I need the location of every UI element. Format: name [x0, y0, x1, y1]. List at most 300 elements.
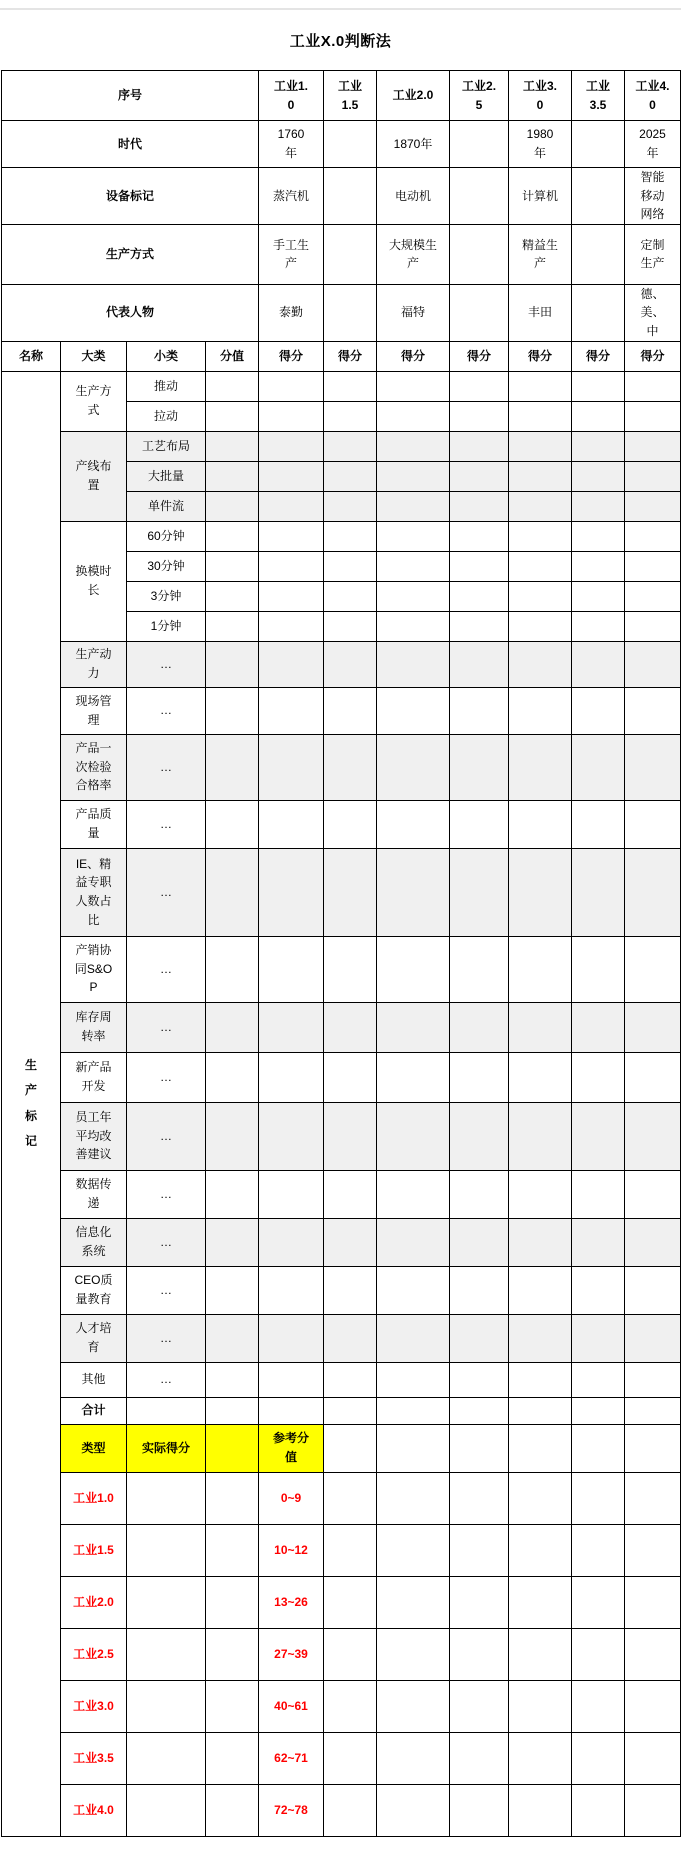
score-cell — [324, 1576, 377, 1628]
score-cell — [625, 521, 681, 551]
value-cell — [324, 224, 377, 284]
table-row — [2, 1362, 681, 1397]
value-cell — [572, 224, 625, 284]
score-cell — [625, 1628, 681, 1680]
score-cell — [324, 1680, 377, 1732]
score-cell — [625, 1218, 681, 1266]
score-cell — [625, 800, 681, 848]
points-cell — [206, 611, 259, 641]
value-cell: 德、美、中 — [625, 284, 681, 341]
score-cell — [625, 611, 681, 641]
score-cell — [377, 551, 450, 581]
score-cell — [324, 1170, 377, 1218]
score-cell — [259, 1314, 324, 1362]
score-cell — [377, 1680, 450, 1732]
score-cell — [259, 491, 324, 521]
score-cell — [572, 1628, 625, 1680]
points-cell — [206, 1680, 259, 1732]
major-category-cell: 换模时长 — [61, 521, 127, 641]
industry-level-header-cell: 工业4.0 — [625, 71, 681, 121]
score-cell — [377, 581, 450, 611]
score-cell — [572, 1576, 625, 1628]
score-cell — [509, 1362, 572, 1397]
points-cell — [206, 491, 259, 521]
table-row — [2, 1397, 681, 1424]
score-cell — [259, 431, 324, 461]
score-cell — [625, 461, 681, 491]
table-row — [2, 1784, 681, 1836]
score-cell — [324, 687, 377, 734]
points-cell — [206, 581, 259, 611]
score-cell — [259, 800, 324, 848]
row-label-cell: 代表人物 — [2, 284, 259, 341]
score-cell — [509, 734, 572, 800]
row-label-cell: 设备标记 — [2, 168, 259, 225]
points-cell — [206, 1424, 259, 1472]
score-cell — [450, 1576, 509, 1628]
score-cell — [324, 551, 377, 581]
major-category-cell: 库存周转率 — [61, 1002, 127, 1052]
score-cell — [377, 1102, 450, 1170]
column-header-cell: 名称 — [2, 341, 61, 371]
score-cell — [509, 1266, 572, 1314]
score-cell — [625, 734, 681, 800]
score-cell — [324, 1628, 377, 1680]
points-cell — [206, 1472, 259, 1524]
score-cell — [259, 401, 324, 431]
score-cell — [324, 611, 377, 641]
table-row — [2, 371, 681, 401]
score-cell — [572, 1424, 625, 1472]
minor-category-cell: … — [127, 1314, 206, 1362]
column-header-cell: 分值 — [206, 341, 259, 371]
industry-type-cell: 工业4.0 — [61, 1784, 127, 1836]
score-cell — [625, 1472, 681, 1524]
industry-level-header-cell: 工业3.5 — [572, 71, 625, 121]
score-cell — [572, 1362, 625, 1397]
score-cell — [377, 521, 450, 551]
score-cell — [572, 521, 625, 551]
points-cell — [206, 1732, 259, 1784]
score-cell — [572, 1102, 625, 1170]
score-cell — [509, 551, 572, 581]
score-cell — [259, 1266, 324, 1314]
score-cell — [324, 641, 377, 687]
score-cell — [259, 1218, 324, 1266]
score-cell — [377, 1218, 450, 1266]
score-cell — [450, 521, 509, 551]
value-cell: 2025年 — [625, 121, 681, 168]
column-header-cell: 得分 — [572, 341, 625, 371]
minor-category-cell: … — [127, 641, 206, 687]
minor-category-cell: 工艺布局 — [127, 431, 206, 461]
score-cell — [259, 1102, 324, 1170]
score-cell — [377, 1397, 450, 1424]
score-cell — [377, 1052, 450, 1102]
score-cell — [509, 687, 572, 734]
score-cell — [377, 1524, 450, 1576]
table-row — [2, 1524, 681, 1576]
score-cell — [625, 1524, 681, 1576]
score-cell — [450, 1218, 509, 1266]
points-cell — [206, 401, 259, 431]
score-cell — [324, 1732, 377, 1784]
score-cell — [324, 1218, 377, 1266]
score-cell — [377, 431, 450, 461]
table-row — [2, 1002, 681, 1052]
reference-range-cell: 27~39 — [259, 1628, 324, 1680]
score-cell — [377, 800, 450, 848]
score-cell — [324, 1472, 377, 1524]
score-cell — [377, 611, 450, 641]
column-header-cell: 得分 — [625, 341, 681, 371]
reference-range-cell: 62~71 — [259, 1732, 324, 1784]
score-cell — [324, 521, 377, 551]
score-cell — [509, 641, 572, 687]
table-row — [2, 121, 681, 168]
score-cell — [259, 1002, 324, 1052]
score-cell — [625, 1732, 681, 1784]
points-cell — [206, 848, 259, 936]
points-cell — [206, 1397, 259, 1424]
column-header-cell: 得分 — [259, 341, 324, 371]
score-cell — [450, 687, 509, 734]
score-cell — [259, 734, 324, 800]
score-cell — [377, 371, 450, 401]
table-body — [2, 71, 681, 1837]
score-cell — [324, 1784, 377, 1836]
score-cell — [572, 491, 625, 521]
row-label-cell: 序号 — [2, 71, 259, 121]
value-cell — [572, 168, 625, 225]
score-cell — [324, 1266, 377, 1314]
value-cell — [450, 168, 509, 225]
score-cell — [450, 1266, 509, 1314]
minor-category-cell: 1分钟 — [127, 611, 206, 641]
table-row — [2, 1218, 681, 1266]
major-category-cell: 新产品开发 — [61, 1052, 127, 1102]
score-cell — [625, 1576, 681, 1628]
score-cell — [572, 848, 625, 936]
score-cell — [324, 1052, 377, 1102]
score-cell — [377, 1002, 450, 1052]
points-cell — [206, 1218, 259, 1266]
score-cell — [572, 1680, 625, 1732]
minor-category-cell: 30分钟 — [127, 551, 206, 581]
score-cell — [450, 936, 509, 1002]
score-cell — [450, 800, 509, 848]
table-row — [2, 1472, 681, 1524]
name-column-vertical-label: 生产标记 — [24, 1058, 37, 1148]
score-cell — [259, 371, 324, 401]
score-cell — [377, 461, 450, 491]
score-cell — [572, 581, 625, 611]
score-cell — [450, 461, 509, 491]
points-cell — [206, 1784, 259, 1836]
table-row — [2, 431, 681, 461]
score-cell — [572, 401, 625, 431]
value-cell — [324, 284, 377, 341]
score-cell — [509, 581, 572, 611]
score-cell — [509, 1052, 572, 1102]
score-cell — [377, 1732, 450, 1784]
score-cell — [509, 491, 572, 521]
value-cell: 电动机 — [377, 168, 450, 225]
points-cell — [206, 461, 259, 491]
score-cell — [509, 1524, 572, 1576]
value-cell: 1760年 — [259, 121, 324, 168]
major-category-cell: 其他 — [61, 1362, 127, 1397]
table-row — [2, 848, 681, 936]
minor-category-cell — [127, 1680, 206, 1732]
score-cell — [572, 1784, 625, 1836]
table-row — [2, 800, 681, 848]
table-row — [2, 1102, 681, 1170]
reference-range-cell: 13~26 — [259, 1576, 324, 1628]
value-cell — [324, 121, 377, 168]
score-cell — [572, 1732, 625, 1784]
score-cell — [625, 401, 681, 431]
score-cell — [324, 1524, 377, 1576]
industry-level-header-cell: 工业1.0 — [259, 71, 324, 121]
major-category-cell: 人才培育 — [61, 1314, 127, 1362]
value-cell: 智能移动网络 — [625, 168, 681, 225]
minor-category-cell: … — [127, 1170, 206, 1218]
points-cell — [206, 371, 259, 401]
score-cell — [572, 734, 625, 800]
column-header-cell: 得分 — [324, 341, 377, 371]
score-cell — [572, 1170, 625, 1218]
score-cell — [324, 848, 377, 936]
score-cell — [625, 641, 681, 687]
score-cell — [572, 1314, 625, 1362]
value-cell: 福特 — [377, 284, 450, 341]
industry-level-header-cell: 工业3.0 — [509, 71, 572, 121]
column-header-cell: 小类 — [127, 341, 206, 371]
score-cell — [625, 491, 681, 521]
score-cell — [377, 491, 450, 521]
industry-level-header-cell: 工业2.0 — [377, 71, 450, 121]
reference-score-header-cell: 参考分值 — [259, 1424, 324, 1472]
value-cell: 定制生产 — [625, 224, 681, 284]
points-cell — [206, 1170, 259, 1218]
actual-score-header-cell: 实际得分 — [127, 1424, 206, 1472]
major-category-cell: 现场管理 — [61, 687, 127, 734]
minor-category-cell: … — [127, 1002, 206, 1052]
minor-category-cell: 60分钟 — [127, 521, 206, 551]
score-cell — [625, 936, 681, 1002]
type-header-cell: 类型 — [61, 1424, 127, 1472]
industry-type-cell: 工业1.0 — [61, 1472, 127, 1524]
score-cell — [377, 1576, 450, 1628]
industry-type-cell: 工业3.5 — [61, 1732, 127, 1784]
score-cell — [572, 1002, 625, 1052]
score-cell — [572, 936, 625, 1002]
row-label-cell: 生产方式 — [2, 224, 259, 284]
score-cell — [324, 1102, 377, 1170]
value-cell — [572, 121, 625, 168]
score-cell — [324, 734, 377, 800]
points-cell — [206, 1102, 259, 1170]
industry-type-cell: 工业3.0 — [61, 1680, 127, 1732]
score-cell — [324, 936, 377, 1002]
score-cell — [324, 461, 377, 491]
score-cell — [625, 581, 681, 611]
score-cell — [324, 431, 377, 461]
score-cell — [377, 1472, 450, 1524]
table-row — [2, 687, 681, 734]
score-cell — [259, 1397, 324, 1424]
minor-category-cell: … — [127, 848, 206, 936]
industry-assessment-table — [1, 70, 681, 1837]
score-cell — [625, 1424, 681, 1472]
value-cell: 手工生产 — [259, 224, 324, 284]
row-label-cell: 时代 — [2, 121, 259, 168]
points-cell — [206, 551, 259, 581]
points-cell — [206, 936, 259, 1002]
score-cell — [625, 1266, 681, 1314]
score-cell — [259, 848, 324, 936]
value-cell: 1980年 — [509, 121, 572, 168]
minor-category-cell: … — [127, 800, 206, 848]
major-category-cell: 信息化系统 — [61, 1218, 127, 1266]
major-category-cell: 产销协同S&OP — [61, 936, 127, 1002]
score-cell — [572, 1397, 625, 1424]
table-row — [2, 1424, 681, 1472]
minor-category-cell — [127, 1784, 206, 1836]
score-cell — [509, 461, 572, 491]
score-cell — [625, 1170, 681, 1218]
score-cell — [377, 848, 450, 936]
score-cell — [625, 1397, 681, 1424]
value-cell — [324, 168, 377, 225]
score-cell — [259, 611, 324, 641]
score-cell — [377, 687, 450, 734]
score-cell — [509, 371, 572, 401]
minor-category-cell: 推动 — [127, 371, 206, 401]
score-cell — [625, 1362, 681, 1397]
reference-range-cell: 0~9 — [259, 1472, 324, 1524]
score-cell — [324, 1424, 377, 1472]
score-cell — [625, 551, 681, 581]
score-cell — [572, 461, 625, 491]
points-cell — [206, 1576, 259, 1628]
points-cell — [206, 641, 259, 687]
minor-category-cell — [127, 1472, 206, 1524]
score-cell — [450, 1102, 509, 1170]
value-cell — [572, 284, 625, 341]
value-cell: 大规模生产 — [377, 224, 450, 284]
industry-type-cell: 工业2.0 — [61, 1576, 127, 1628]
score-cell — [625, 1680, 681, 1732]
score-cell — [625, 431, 681, 461]
score-cell — [259, 551, 324, 581]
major-category-cell: CEO质量教育 — [61, 1266, 127, 1314]
score-cell — [377, 1266, 450, 1314]
score-cell — [259, 521, 324, 551]
score-cell — [572, 687, 625, 734]
score-cell — [450, 1784, 509, 1836]
value-cell: 丰田 — [509, 284, 572, 341]
minor-category-cell: … — [127, 1102, 206, 1170]
points-cell — [206, 734, 259, 800]
major-category-cell: 产品质量 — [61, 800, 127, 848]
table-row — [2, 1628, 681, 1680]
score-cell — [324, 1362, 377, 1397]
total-label-cell: 合计 — [61, 1397, 127, 1424]
table-row — [2, 1266, 681, 1314]
score-cell — [509, 1424, 572, 1472]
score-cell — [509, 1680, 572, 1732]
score-cell — [324, 800, 377, 848]
points-cell — [206, 1628, 259, 1680]
column-header-cell: 得分 — [377, 341, 450, 371]
table-row — [2, 734, 681, 800]
score-cell — [450, 371, 509, 401]
score-cell — [377, 1362, 450, 1397]
table-row — [2, 224, 681, 284]
minor-category-cell: 3分钟 — [127, 581, 206, 611]
major-category-cell: 生产方式 — [61, 371, 127, 431]
score-cell — [509, 521, 572, 551]
minor-category-cell: 拉动 — [127, 401, 206, 431]
points-cell — [206, 1314, 259, 1362]
points-cell — [206, 1266, 259, 1314]
minor-category-cell: 单件流 — [127, 491, 206, 521]
reference-range-cell: 72~78 — [259, 1784, 324, 1836]
score-cell — [259, 641, 324, 687]
score-cell — [450, 641, 509, 687]
score-cell — [377, 936, 450, 1002]
points-cell — [206, 1362, 259, 1397]
minor-category-cell: … — [127, 734, 206, 800]
score-cell — [324, 401, 377, 431]
score-cell — [572, 800, 625, 848]
minor-category-cell — [127, 1524, 206, 1576]
minor-category-cell — [127, 1397, 206, 1424]
table-row — [2, 1314, 681, 1362]
score-cell — [450, 1170, 509, 1218]
value-cell — [450, 121, 509, 168]
score-cell — [509, 800, 572, 848]
score-cell — [324, 491, 377, 521]
score-cell — [450, 1628, 509, 1680]
score-cell — [259, 461, 324, 491]
score-cell — [324, 371, 377, 401]
score-cell — [572, 371, 625, 401]
value-cell: 蒸汽机 — [259, 168, 324, 225]
score-cell — [377, 1784, 450, 1836]
score-cell — [509, 1628, 572, 1680]
points-cell — [206, 687, 259, 734]
score-cell — [377, 1314, 450, 1362]
score-cell — [377, 641, 450, 687]
score-cell — [509, 401, 572, 431]
name-column-cell — [2, 371, 61, 1836]
points-cell — [206, 1524, 259, 1576]
major-category-cell: 数据传递 — [61, 1170, 127, 1218]
minor-category-cell: … — [127, 1052, 206, 1102]
major-category-cell: 产品一次检验合格率 — [61, 734, 127, 800]
score-cell — [572, 431, 625, 461]
score-cell — [509, 1732, 572, 1784]
industry-type-cell: 工业2.5 — [61, 1628, 127, 1680]
minor-category-cell — [127, 1576, 206, 1628]
value-cell: 1870年 — [377, 121, 450, 168]
score-cell — [377, 734, 450, 800]
score-cell — [450, 1524, 509, 1576]
score-cell — [450, 1314, 509, 1362]
